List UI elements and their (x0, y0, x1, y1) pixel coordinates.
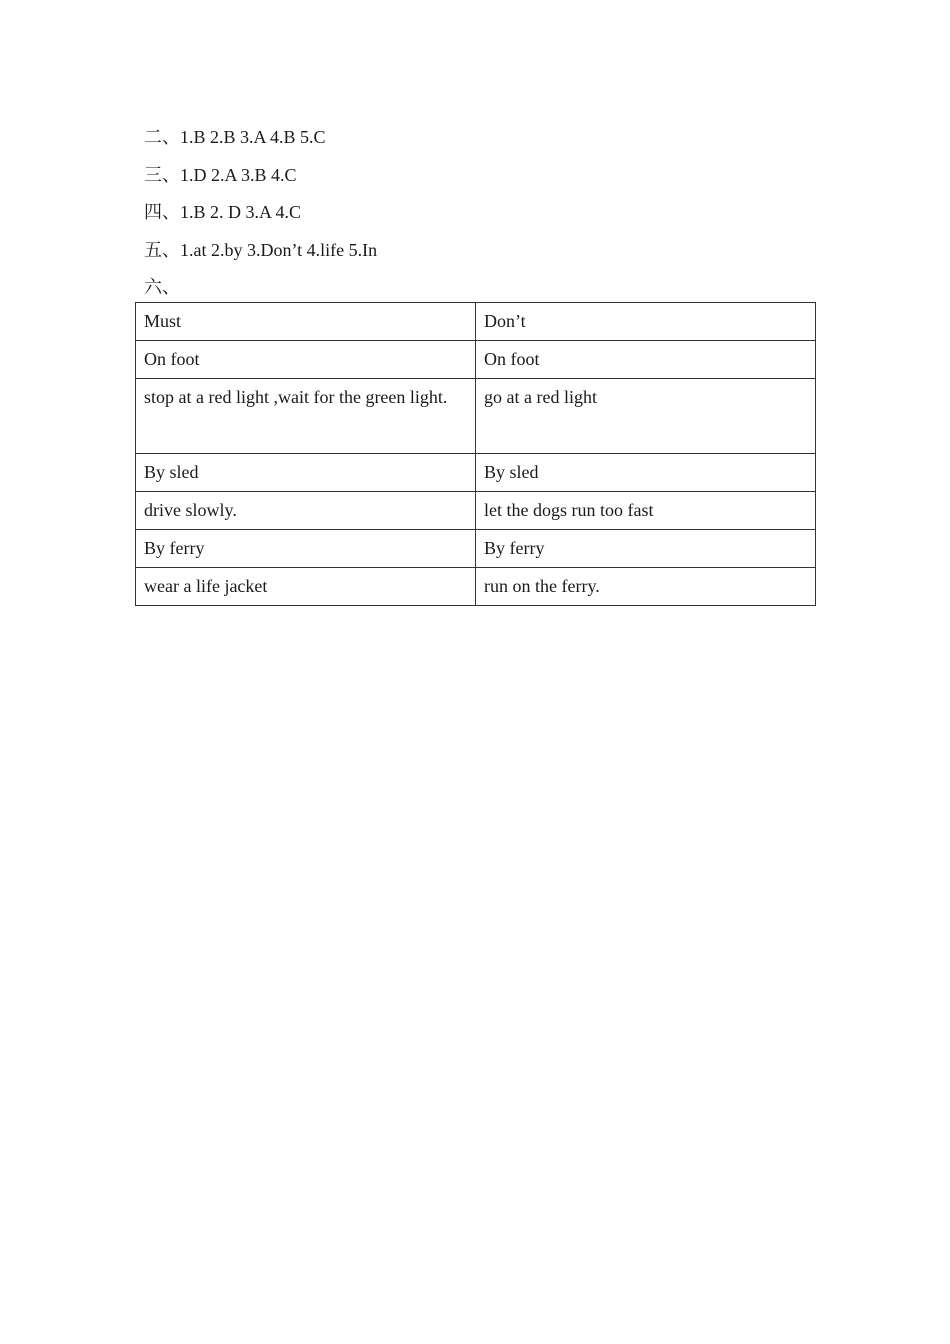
table-row (136, 379, 816, 454)
answer-section-3: 三、1.D 2.A 3.B 4.C (144, 164, 297, 185)
table-cell: By sled (136, 454, 476, 492)
table-row (136, 530, 816, 568)
table-cell: Don’t (476, 303, 816, 341)
table-row (136, 341, 816, 379)
table-cell: On foot (136, 341, 476, 379)
table-row (136, 568, 816, 606)
table-cell: drive slowly. (136, 492, 476, 530)
table-cell: go at a red light (476, 379, 816, 454)
table-header-row (136, 303, 816, 341)
table-cell: By sled (476, 454, 816, 492)
table-cell: let the dogs run too fast (476, 492, 816, 530)
answer-section-6-heading: 六、 (144, 277, 180, 297)
table-cell: run on the ferry. (476, 568, 816, 606)
must-dont-table (135, 302, 816, 606)
table-cell: By ferry (476, 530, 816, 568)
answer-section-2: 二、1.B 2.B 3.A 4.B 5.C (144, 127, 326, 147)
table-cell: stop at a red light ,wait for the green light. (136, 379, 476, 454)
table-cell: By ferry (136, 530, 476, 568)
table-cell: Must (136, 303, 476, 341)
answer-section-5: 五、1.at 2.by 3.Don’t 4.life 5.In (144, 239, 378, 260)
table-row (136, 492, 816, 530)
table-row (136, 454, 816, 492)
answer-section-4: 四、1.B 2. D 3.A 4.C (144, 202, 302, 222)
table-cell: On foot (476, 341, 816, 379)
table-cell: wear a life jacket (136, 568, 476, 606)
answer-key (144, 119, 844, 307)
